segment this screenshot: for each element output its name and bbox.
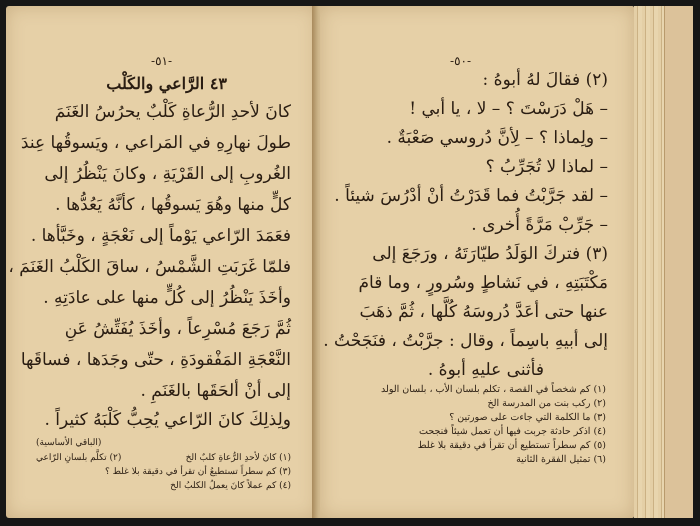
question-item: (٤) كم عملاً كانَ يعملُ الكلبُ الخ — [170, 481, 291, 491]
body-line: فعَمَدَ الرّاعي يَوْماً إلى نَعْجَةٍ ، وخَبَّأها . — [30, 226, 291, 246]
body-line: ثُمَّ رَجَعَ مُسْرِعاً ، وأخَذَ يُفَتِّشُ عَنِ — [64, 319, 291, 339]
body-line: مَكْتَبَتِهِ ، في نَشاطٍ وسُرورٍ ، وما قامَ — [358, 273, 608, 293]
question-item: (٢) تكلَّم بلسانِ الرّاعي — [36, 453, 122, 463]
question-item: (٢) ركب بنت من المدرسة الخ — [487, 398, 606, 409]
body-line: ولِذلِكَ كانَ الرّاعي يُحِبُّ كَلْبَهُ كثيراً . — [44, 410, 291, 430]
body-line: طولَ نهارِهِ في المَراعي ، ويَسوقُها عِندَ — [20, 133, 291, 153]
body-line: فلمّا غَرَبَتِ الشَّمْسُ ، ساقَ الكَلْبُ الغَنَمَ ، — [8, 257, 291, 277]
right-page-number: -٥٠- — [450, 54, 472, 68]
question-item: (١) كانَ لأحدِ الرُّعاةِ كلبٌ الخ — [185, 453, 291, 463]
lesson-title: ٤٣ الرَّاعي والكَلْب — [106, 74, 227, 93]
body-line: – لماذا لا تُجَرِّبُ ؟ — [485, 157, 608, 177]
body-line: إلى أبيهِ باسِماً ، وقال : جرَّبْتُ ، فنَجَحْتُ . — [323, 331, 608, 351]
body-line: – جَرِّبْ مَرَّةً أُخرى . — [471, 215, 608, 235]
exercise-tag: (الباقي الأساسية) — [36, 438, 102, 448]
body-line: فأثنى عليهِ أبوهُ . — [427, 360, 544, 380]
question-item: (٦) تمثيل الفقرة الثانية — [516, 454, 606, 465]
body-line: – هَلْ دَرَسْتَ ؟ – لا ، يا أبي ! — [409, 99, 608, 119]
left-page-number: -٥١- — [151, 54, 173, 68]
body-line: إلى أنْ ألحَقَها بالغَنَمِ . — [140, 381, 291, 401]
body-line: عنها حتى أعَدَّ دُروسَهُ كُلَّها ، ثُمَّ ذهَبَ — [359, 302, 608, 322]
right-page — [320, 6, 634, 518]
question-item: (٣) كم سطراً تستطيعُ أن تقرأ في دقيقة بلا غلط ؟ — [104, 467, 291, 477]
question-item: (١) كم شخصاً في القصة ، تكلم بلسان الأب ، بلسان الولد — [380, 384, 606, 395]
body-line: (٢) فقالَ لهُ أبوهُ : — [482, 70, 608, 90]
body-line: – لقد جَرَّبْتُ فما قَدَرْتُ أنْ أدْرُسَ شيئاً . — [334, 186, 608, 206]
question-item: (٤) اذكر حادثة جربت فيها أن تعمل شيئاً فنجحت — [419, 426, 606, 437]
body-line: (٣) فتركَ الوَلَدُ طيّارَتَهُ ، ورَجَعَ إلى — [372, 244, 608, 264]
question-item: (٥) كم سطراً تستطيع أن تقرأ في دقيقة بلا غلط — [417, 440, 606, 451]
left-page — [6, 6, 317, 518]
body-line: كلٍّ منها وهُوَ يَسوقُها ، كأنَّهُ يَعُدُّها . — [55, 195, 291, 215]
body-line: النَّعْجَةِ المَفْقودَةِ ، حتّى وجَدَها ، فساقَها — [20, 350, 291, 370]
body-line: الغُروبِ إلى القَرْيَةِ ، وكانَ يَنْظُرُ إلى — [44, 164, 291, 184]
body-line: – ولِماذا ؟ – لِأنَّ دُروسي صَعْبَةٌ . — [386, 128, 608, 148]
body-line: كانَ لأحدِ الرُّعاةِ كَلْبٌ يحرُسُ الغَنَمَ — [54, 102, 291, 122]
question-item: (٣) ما الكلمة التي جاءت على صورتين ؟ — [449, 412, 606, 423]
page-edges — [634, 6, 692, 518]
body-line: وأخَذَ يَنْظُرُ إلى كُلٍّ منها على عادَتِهِ . — [43, 288, 291, 308]
